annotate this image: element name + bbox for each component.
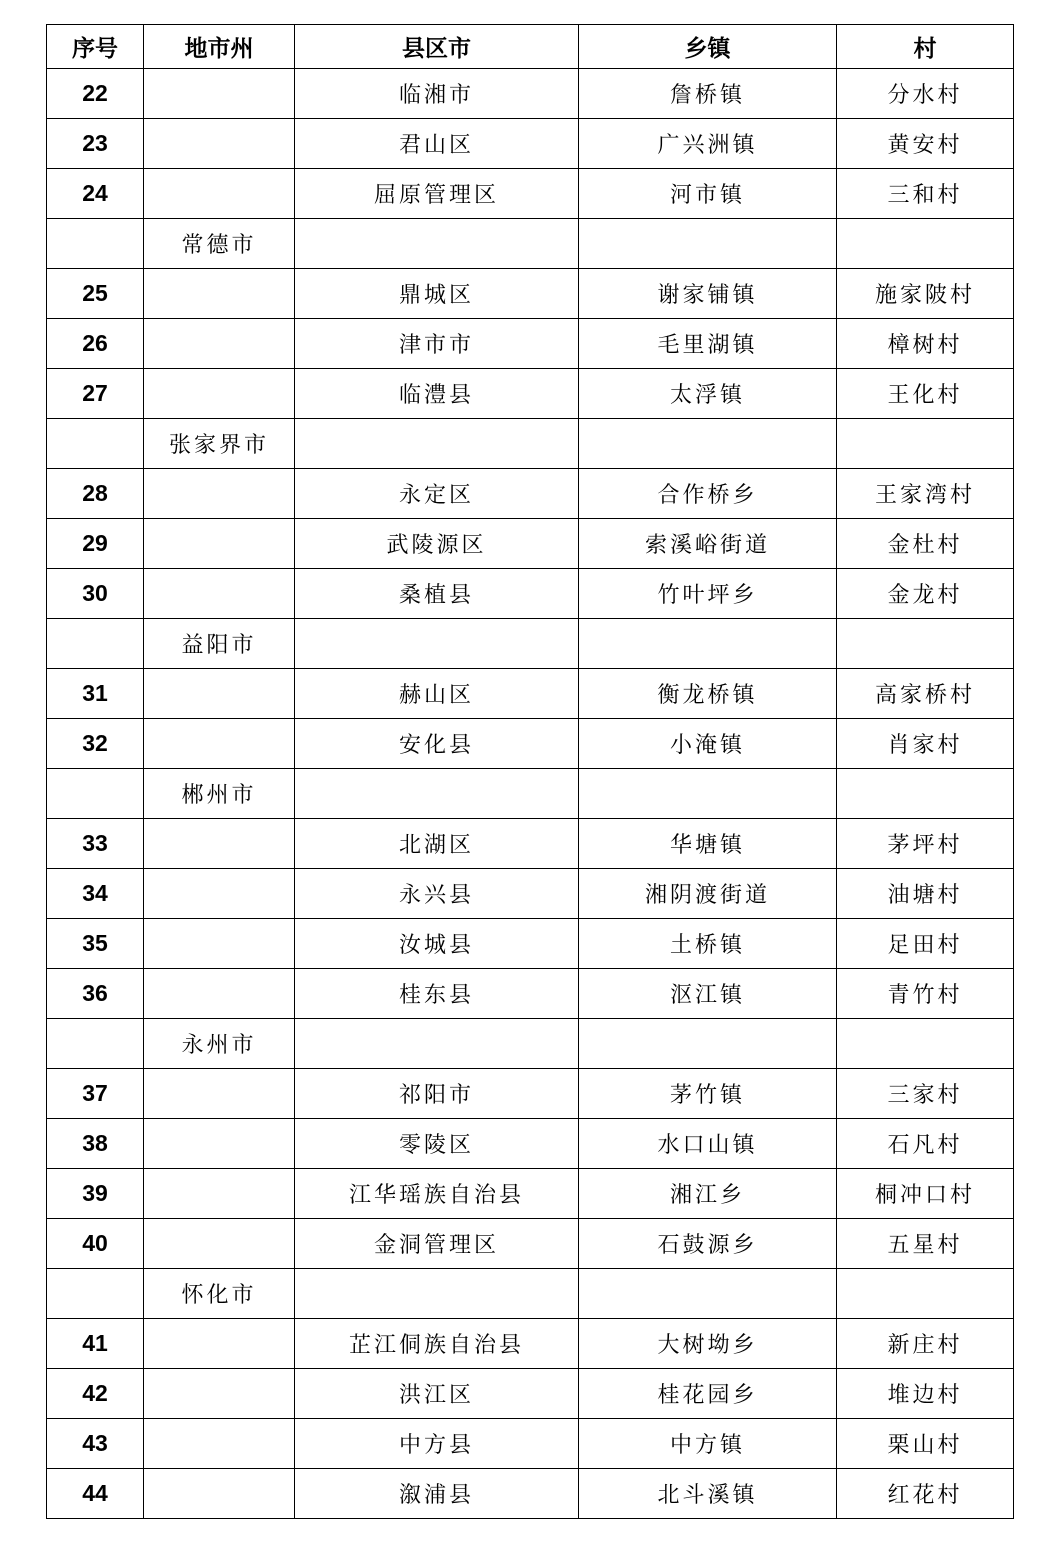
cell-town: 毛里湖镇 <box>579 319 837 369</box>
cell-county: 屈原管理区 <box>295 169 579 219</box>
cell-village: 堆边村 <box>837 1369 1014 1419</box>
cell-county <box>295 769 579 819</box>
cell-town: 北斗溪镇 <box>579 1469 837 1519</box>
table-row-city-group <box>47 1019 1014 1069</box>
cell-city <box>144 1069 295 1119</box>
cell-town <box>579 769 837 819</box>
table-row <box>47 1069 1014 1119</box>
cell-city <box>144 819 295 869</box>
cell-county: 汝城县 <box>295 919 579 969</box>
table-row <box>47 319 1014 369</box>
cell-serial-number: 34 <box>47 869 144 919</box>
table-row <box>47 1369 1014 1419</box>
table-body <box>47 69 1014 1519</box>
table-row <box>47 969 1014 1019</box>
cell-town: 中方镇 <box>579 1419 837 1469</box>
cell-village: 三家村 <box>837 1069 1014 1119</box>
cell-city: 怀化市 <box>144 1269 295 1319</box>
cell-city <box>144 519 295 569</box>
cell-city: 郴州市 <box>144 769 295 819</box>
cell-city: 永州市 <box>144 1019 295 1069</box>
cell-town: 茅竹镇 <box>579 1069 837 1119</box>
table-header-row <box>47 25 1014 69</box>
cell-county: 溆浦县 <box>295 1469 579 1519</box>
table-row <box>47 1219 1014 1269</box>
table-row <box>47 469 1014 519</box>
table-row <box>47 719 1014 769</box>
cell-town: 土桥镇 <box>579 919 837 969</box>
cell-serial-number: 41 <box>47 1319 144 1369</box>
table-row <box>47 919 1014 969</box>
header-serial-number: 序号 <box>47 25 144 69</box>
cell-town: 水口山镇 <box>579 1119 837 1169</box>
cell-city <box>144 1219 295 1269</box>
cell-village: 金杜村 <box>837 519 1014 569</box>
cell-town <box>579 419 837 469</box>
cell-county <box>295 619 579 669</box>
cell-town: 广兴洲镇 <box>579 119 837 169</box>
cell-county: 君山区 <box>295 119 579 169</box>
cell-town: 桂花园乡 <box>579 1369 837 1419</box>
cell-county <box>295 219 579 269</box>
cell-city: 常德市 <box>144 219 295 269</box>
cell-serial-number: 26 <box>47 319 144 369</box>
cell-city <box>144 469 295 519</box>
table-row-city-group <box>47 219 1014 269</box>
cell-serial-number: 39 <box>47 1169 144 1219</box>
cell-town: 衡龙桥镇 <box>579 669 837 719</box>
table-row <box>47 1419 1014 1469</box>
cell-serial-number <box>47 769 144 819</box>
cell-town: 湘江乡 <box>579 1169 837 1219</box>
cell-county: 永定区 <box>295 469 579 519</box>
cell-county: 江华瑶族自治县 <box>295 1169 579 1219</box>
cell-serial-number: 42 <box>47 1369 144 1419</box>
cell-serial-number: 36 <box>47 969 144 1019</box>
table-row-city-group <box>47 769 1014 819</box>
cell-village <box>837 419 1014 469</box>
cell-county: 芷江侗族自治县 <box>295 1319 579 1369</box>
header-town: 乡镇 <box>579 25 837 69</box>
cell-town: 河市镇 <box>579 169 837 219</box>
cell-village <box>837 619 1014 669</box>
cell-county: 津市市 <box>295 319 579 369</box>
table-row <box>47 819 1014 869</box>
cell-county: 鼎城区 <box>295 269 579 319</box>
cell-serial-number <box>47 1269 144 1319</box>
cell-village: 金龙村 <box>837 569 1014 619</box>
cell-county: 临湘市 <box>295 69 579 119</box>
cell-city <box>144 919 295 969</box>
cell-serial-number: 37 <box>47 1069 144 1119</box>
table-row <box>47 269 1014 319</box>
header-village: 村 <box>837 25 1014 69</box>
cell-city <box>144 1469 295 1519</box>
header-city: 地市州 <box>144 25 295 69</box>
cell-town: 合作桥乡 <box>579 469 837 519</box>
cell-city <box>144 69 295 119</box>
cell-village <box>837 1269 1014 1319</box>
table-row <box>47 119 1014 169</box>
cell-serial-number: 32 <box>47 719 144 769</box>
cell-county: 赫山区 <box>295 669 579 719</box>
cell-town: 竹叶坪乡 <box>579 569 837 619</box>
table-row <box>47 1469 1014 1519</box>
header-county: 县区市 <box>295 25 579 69</box>
cell-village: 石凡村 <box>837 1119 1014 1169</box>
cell-serial-number: 28 <box>47 469 144 519</box>
village-list-table <box>46 24 1014 1519</box>
cell-city <box>144 1319 295 1369</box>
cell-serial-number: 31 <box>47 669 144 719</box>
table-row <box>47 669 1014 719</box>
cell-serial-number <box>47 619 144 669</box>
cell-serial-number: 40 <box>47 1219 144 1269</box>
cell-county <box>295 1269 579 1319</box>
cell-serial-number: 30 <box>47 569 144 619</box>
cell-town: 詹桥镇 <box>579 69 837 119</box>
cell-village: 新庄村 <box>837 1319 1014 1369</box>
cell-serial-number: 33 <box>47 819 144 869</box>
cell-city <box>144 1169 295 1219</box>
cell-village: 五星村 <box>837 1219 1014 1269</box>
cell-city <box>144 719 295 769</box>
cell-village <box>837 1019 1014 1069</box>
cell-town: 石鼓源乡 <box>579 1219 837 1269</box>
cell-village: 分水村 <box>837 69 1014 119</box>
cell-town <box>579 619 837 669</box>
table-row <box>47 869 1014 919</box>
table-row <box>47 69 1014 119</box>
cell-city <box>144 169 295 219</box>
cell-county: 祁阳市 <box>295 1069 579 1119</box>
cell-town <box>579 219 837 269</box>
cell-county: 洪江区 <box>295 1369 579 1419</box>
cell-serial-number <box>47 419 144 469</box>
cell-village: 三和村 <box>837 169 1014 219</box>
cell-serial-number: 23 <box>47 119 144 169</box>
cell-serial-number: 27 <box>47 369 144 419</box>
table-row-city-group <box>47 619 1014 669</box>
table-row <box>47 369 1014 419</box>
cell-village <box>837 769 1014 819</box>
cell-county <box>295 419 579 469</box>
table-row <box>47 519 1014 569</box>
cell-city: 益阳市 <box>144 619 295 669</box>
cell-serial-number: 24 <box>47 169 144 219</box>
table-row <box>47 1119 1014 1169</box>
cell-town: 湘阴渡街道 <box>579 869 837 919</box>
cell-county: 永兴县 <box>295 869 579 919</box>
cell-serial-number <box>47 1019 144 1069</box>
cell-village <box>837 219 1014 269</box>
cell-town: 谢家铺镇 <box>579 269 837 319</box>
cell-town <box>579 1269 837 1319</box>
table-row-city-group <box>47 1269 1014 1319</box>
cell-village: 栗山村 <box>837 1419 1014 1469</box>
cell-county: 中方县 <box>295 1419 579 1469</box>
cell-town: 沤江镇 <box>579 969 837 1019</box>
cell-county: 桂东县 <box>295 969 579 1019</box>
cell-town: 华塘镇 <box>579 819 837 869</box>
table-row-city-group <box>47 419 1014 469</box>
cell-city: 张家界市 <box>144 419 295 469</box>
table-row <box>47 169 1014 219</box>
cell-village: 肖家村 <box>837 719 1014 769</box>
cell-serial-number: 38 <box>47 1119 144 1169</box>
cell-town: 大树坳乡 <box>579 1319 837 1369</box>
cell-county: 临澧县 <box>295 369 579 419</box>
cell-village: 桐冲口村 <box>837 1169 1014 1219</box>
cell-city <box>144 119 295 169</box>
cell-village: 施家陂村 <box>837 269 1014 319</box>
cell-serial-number: 22 <box>47 69 144 119</box>
cell-town: 太浮镇 <box>579 369 837 419</box>
cell-city <box>144 869 295 919</box>
cell-city <box>144 569 295 619</box>
cell-village: 青竹村 <box>837 969 1014 1019</box>
cell-county: 桑植县 <box>295 569 579 619</box>
table-row <box>47 569 1014 619</box>
table-row <box>47 1319 1014 1369</box>
cell-town: 小淹镇 <box>579 719 837 769</box>
cell-village: 王家湾村 <box>837 469 1014 519</box>
cell-city <box>144 319 295 369</box>
cell-village: 红花村 <box>837 1469 1014 1519</box>
cell-county <box>295 1019 579 1069</box>
cell-city <box>144 369 295 419</box>
cell-village: 高家桥村 <box>837 669 1014 719</box>
cell-county: 武陵源区 <box>295 519 579 569</box>
cell-city <box>144 269 295 319</box>
cell-town: 索溪峪街道 <box>579 519 837 569</box>
cell-village: 油塘村 <box>837 869 1014 919</box>
cell-town <box>579 1019 837 1069</box>
cell-village: 王化村 <box>837 369 1014 419</box>
table-row <box>47 1169 1014 1219</box>
cell-city <box>144 669 295 719</box>
cell-city <box>144 1119 295 1169</box>
cell-city <box>144 1419 295 1469</box>
cell-village: 樟树村 <box>837 319 1014 369</box>
cell-city <box>144 1369 295 1419</box>
cell-village: 黄安村 <box>837 119 1014 169</box>
cell-serial-number: 25 <box>47 269 144 319</box>
cell-city <box>144 969 295 1019</box>
cell-county: 安化县 <box>295 719 579 769</box>
cell-village: 茅坪村 <box>837 819 1014 869</box>
cell-serial-number: 35 <box>47 919 144 969</box>
cell-county: 零陵区 <box>295 1119 579 1169</box>
cell-serial-number <box>47 219 144 269</box>
cell-village: 足田村 <box>837 919 1014 969</box>
cell-serial-number: 43 <box>47 1419 144 1469</box>
cell-county: 金洞管理区 <box>295 1219 579 1269</box>
cell-serial-number: 29 <box>47 519 144 569</box>
cell-serial-number: 44 <box>47 1469 144 1519</box>
cell-county: 北湖区 <box>295 819 579 869</box>
